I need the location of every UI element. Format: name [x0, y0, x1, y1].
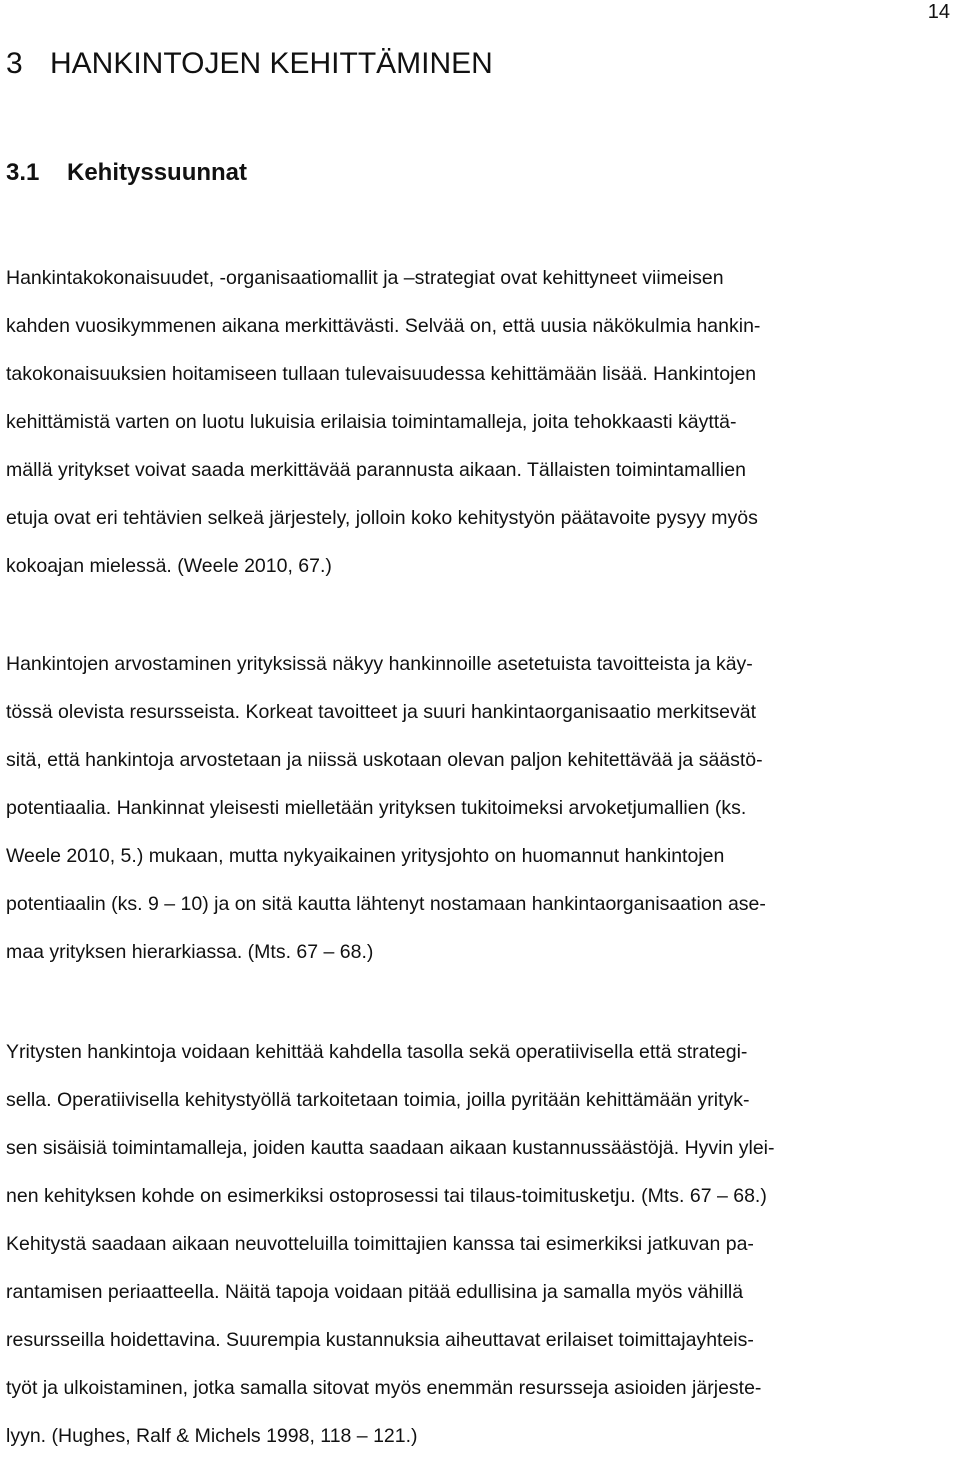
paragraph-line: takokonaisuuksien hoitamiseen tullaan tulevaisuudessa kehittämään lisää. Hankintojen	[6, 363, 757, 385]
paragraph-line: kehittämistä varten on luotu lukuisia erilaisia toimintamalleja, joita tehokkaasti käyttä-	[6, 411, 737, 433]
chapter-heading	[6, 40, 493, 88]
paragraph-line: nen kehityksen kohde on esimerkiksi ostoprosessi tai tilaus-toimitusketju. (Mts. 67 – 68.)	[6, 1185, 767, 1207]
chapter-title: HANKINTOJEN KEHITTÄMINEN	[50, 47, 493, 80]
paragraph-line: Hankintojen arvostaminen yrityksissä näkyy hankinnoille asetetuista tavoitteista ja käy-	[6, 653, 753, 675]
paragraph-line: potentiaalin (ks. 9 – 10) ja on sitä kautta lähtenyt nostamaan hankintaorganisaation ase-	[6, 893, 766, 915]
paragraph-line: kahden vuosikymmenen aikana merkittävästi. Selvää on, että uusia näkökulmia hankin-	[6, 315, 761, 337]
paragraph-line: etuja ovat eri tehtävien selkeä järjestely, jolloin koko kehitystyön päätavoite pysyy myös	[6, 507, 758, 529]
paragraph-line: Kehitystä saadaan aikaan neuvotteluilla toimittajien kanssa tai esimerkiksi jatkuvan pa-	[6, 1233, 754, 1255]
paragraph-line: Weele 2010, 5.) mukaan, mutta nykyaikainen yritysjohto on huomannut hankintojen	[6, 845, 725, 867]
section-heading	[6, 155, 247, 191]
paragraph-line: sitä, että hankintoja arvostetaan ja niissä uskotaan olevan paljon kehitettävää ja säästö-	[6, 749, 763, 771]
paragraph-line: lyyn. (Hughes, Ralf & Michels 1998, 118 – 121.)	[6, 1425, 418, 1447]
paragraph-line: tössä olevista resursseista. Korkeat tavoitteet ja suuri hankintaorganisaatio merkitsevät	[6, 701, 757, 723]
paragraph-line: Yritysten hankintoja voidaan kehittää kahdella tasolla sekä operatiivisella että strategi-	[6, 1041, 748, 1063]
paragraph-line: maa yrityksen hierarkiassa. (Mts. 67 – 68.)	[6, 941, 374, 963]
paragraph-1	[6, 254, 946, 590]
chapter-number: 3	[6, 47, 23, 80]
paragraph-line: Hankintakokonaisuudet, -organisaatiomallit ja –strategiat ovat kehittyneet viimeisen	[6, 267, 724, 289]
paragraph-2	[6, 640, 946, 976]
paragraph-3	[6, 1028, 946, 1460]
paragraph-line: rantamisen periaatteella. Näitä tapoja voidaan pitää edullisina ja samalla myös vähillä	[6, 1281, 744, 1303]
paragraph-line: sella. Operatiivisella kehitystyöllä tarkoitetaan toimia, joilla pyritään kehittämään yrityk-	[6, 1089, 750, 1111]
paragraph-line: kokoajan mielessä. (Weele 2010, 67.)	[6, 555, 332, 577]
page-number: 14	[927, 1, 950, 23]
section-title: Kehityssuunnat	[67, 159, 248, 186]
paragraph-line: potentiaalia. Hankinnat yleisesti mielletään yrityksen tukitoimeksi arvoketjumallien (ks.	[6, 797, 747, 819]
paragraph-line: työt ja ulkoistaminen, jotka samalla sitovat myös enemmän resursseja asioiden järjeste-	[6, 1377, 762, 1399]
section-number: 3.1	[6, 159, 40, 186]
paragraph-line: mällä yritykset voivat saada merkittävää parannusta aikaan. Tällaisten toimintamallien	[6, 459, 746, 481]
paragraph-line: resursseilla hoidettavina. Suurempia kustannuksia aiheuttavat erilaiset toimittajayhteis-	[6, 1329, 754, 1351]
paragraph-line: sen sisäisiä toimintamalleja, joiden kautta saadaan aikaan kustannussäästöjä. Hyvin ylei-	[6, 1137, 775, 1159]
